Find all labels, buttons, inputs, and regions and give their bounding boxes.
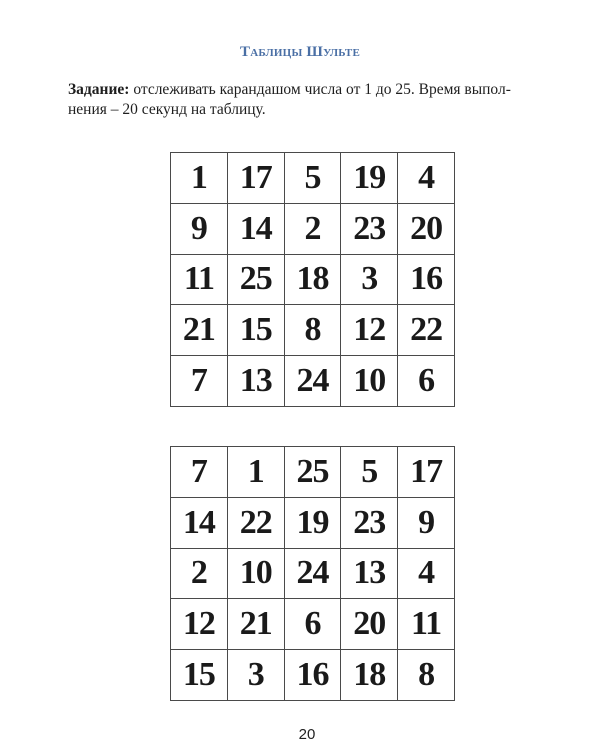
table-cell[interactable]: 4 bbox=[398, 548, 455, 599]
table-row bbox=[171, 356, 455, 407]
table-row bbox=[171, 447, 455, 498]
table-row bbox=[171, 153, 455, 204]
table-cell[interactable]: 5 bbox=[341, 447, 398, 498]
table-cell[interactable]: 9 bbox=[171, 203, 228, 254]
table-cell[interactable]: 22 bbox=[398, 305, 455, 356]
table-cell[interactable]: 6 bbox=[284, 599, 341, 650]
table-cell[interactable]: 22 bbox=[227, 497, 284, 548]
table-cell[interactable]: 12 bbox=[341, 305, 398, 356]
page-title: Таблицы Шульте bbox=[239, 44, 361, 60]
schulte-table-2 bbox=[170, 446, 455, 701]
table-cell[interactable]: 17 bbox=[398, 447, 455, 498]
table-cell[interactable]: 13 bbox=[227, 356, 284, 407]
table-cell[interactable]: 13 bbox=[341, 548, 398, 599]
table-cell[interactable]: 24 bbox=[284, 548, 341, 599]
table-cell[interactable]: 16 bbox=[398, 254, 455, 305]
task-line-1 bbox=[68, 80, 538, 100]
table-cell[interactable]: 5 bbox=[284, 153, 341, 204]
table-cell[interactable]: 9 bbox=[398, 497, 455, 548]
table-cell[interactable]: 7 bbox=[171, 356, 228, 407]
table-cell[interactable]: 6 bbox=[398, 356, 455, 407]
table-cell[interactable]: 23 bbox=[341, 497, 398, 548]
table-cell[interactable]: 7 bbox=[171, 447, 228, 498]
table-row bbox=[171, 305, 455, 356]
table-row bbox=[171, 497, 455, 548]
table-cell[interactable]: 15 bbox=[171, 650, 228, 701]
table-cell[interactable]: 20 bbox=[341, 599, 398, 650]
table-cell[interactable]: 25 bbox=[284, 447, 341, 498]
table-cell[interactable]: 21 bbox=[171, 305, 228, 356]
table-row bbox=[171, 203, 455, 254]
table-cell[interactable]: 16 bbox=[284, 650, 341, 701]
table-cell[interactable]: 8 bbox=[398, 650, 455, 701]
table-cell[interactable]: 8 bbox=[284, 305, 341, 356]
schulte-table-1 bbox=[170, 152, 455, 407]
table-cell[interactable]: 20 bbox=[398, 203, 455, 254]
table-row bbox=[171, 548, 455, 599]
table-cell[interactable]: 25 bbox=[227, 254, 284, 305]
table-cell[interactable]: 18 bbox=[341, 650, 398, 701]
table-row bbox=[171, 599, 455, 650]
table-cell[interactable]: 18 bbox=[284, 254, 341, 305]
table-cell[interactable]: 2 bbox=[284, 203, 341, 254]
table-cell[interactable]: 19 bbox=[284, 497, 341, 548]
table-cell[interactable]: 11 bbox=[398, 599, 455, 650]
task-instructions bbox=[68, 80, 538, 120]
table-cell[interactable]: 1 bbox=[227, 447, 284, 498]
table-cell[interactable]: 19 bbox=[341, 153, 398, 204]
table-cell[interactable]: 24 bbox=[284, 356, 341, 407]
table-cell[interactable]: 2 bbox=[171, 548, 228, 599]
table-cell[interactable]: 21 bbox=[227, 599, 284, 650]
table-cell[interactable]: 10 bbox=[227, 548, 284, 599]
table-cell[interactable]: 14 bbox=[171, 497, 228, 548]
table-cell[interactable]: 11 bbox=[171, 254, 228, 305]
page-number: 20 bbox=[298, 726, 316, 743]
task-text-1: отслеживать карандашом числа от 1 до 25. Время выпол- bbox=[129, 81, 511, 98]
table-cell[interactable]: 10 bbox=[341, 356, 398, 407]
table-cell[interactable]: 4 bbox=[398, 153, 455, 204]
task-label: Задание: bbox=[68, 81, 130, 98]
table-cell[interactable]: 3 bbox=[341, 254, 398, 305]
table-cell[interactable]: 23 bbox=[341, 203, 398, 254]
table-cell[interactable]: 1 bbox=[171, 153, 228, 204]
table-row bbox=[171, 254, 455, 305]
table-cell[interactable]: 15 bbox=[227, 305, 284, 356]
table-cell[interactable]: 3 bbox=[227, 650, 284, 701]
table-cell[interactable]: 12 bbox=[171, 599, 228, 650]
table-cell[interactable]: 17 bbox=[227, 153, 284, 204]
task-text-2: нения – 20 секунд на таблицу. bbox=[68, 101, 266, 118]
table-row bbox=[171, 650, 455, 701]
table-cell[interactable]: 14 bbox=[227, 203, 284, 254]
